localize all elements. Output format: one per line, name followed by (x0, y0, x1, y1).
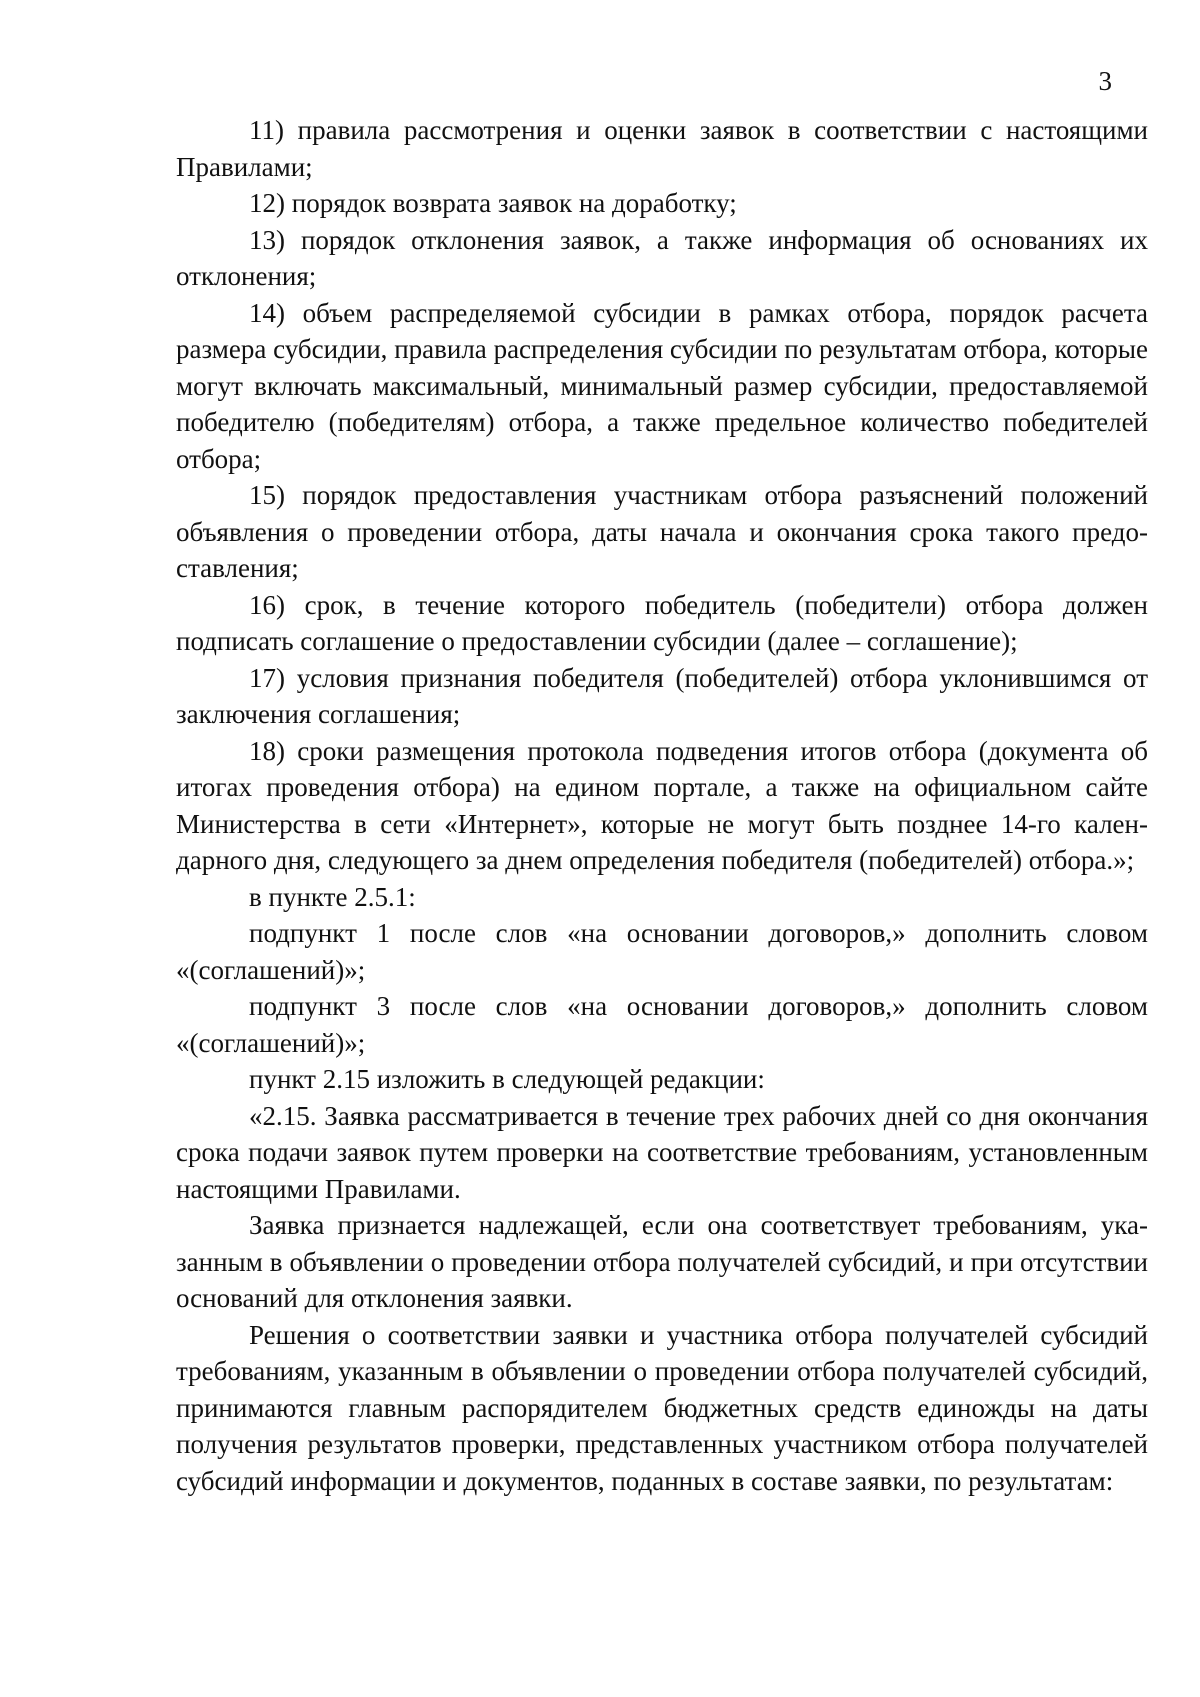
paragraph-subitem-3-amendment: подпункт 3 после слов «на основании договоров,» дополнить словом «(соглашений)»; (176, 991, 1148, 1058)
page-number: 3 (1098, 66, 1112, 96)
paragraph-item-15: 15) порядок предоставления участникам отбора разъяснений положений объявления о проведении отбора, даты начала и окончания срока такого предоставления; (176, 480, 1148, 583)
paragraph-item-14: 14) объем распределяемой субсидии в рамках отбора, порядок расчета размера субсидии, правила распределения субсидии по результатам отбора, которые могут включать максимальный, минимальный размер субсидии, предоставляемой победителю (победителям) отбора, а также предельное количество победителей отбора; (176, 297, 1148, 474)
paragraph-item-18: 18) сроки размещения протокола подведения итогов отбора (документа об итогах проведения отбора) на едином портале, а также на официальном сайте Министерства в сети «Интернет», которые не могут быть позднее 14-го календарного дня, следующего за днем определения победителя (победителей) отбора.»; (176, 735, 1148, 875)
paragraph-section-2-15-text: «2.15. Заявка рассматривается в течение трех рабочих дней со дня окончания срока подачи заявок путем проверки на соответствие требованиям, установленным настоящими Правилами. (176, 1100, 1148, 1204)
document-body (176, 112, 1148, 1499)
paragraph-section-2-15-intro: пункт 2.15 изложить в следующей редакции: (249, 1064, 765, 1094)
paragraph-decisions: Решения о соответствии заявки и участника отбора получателей субсидий требованиям, указанным в объявлении о проведении отбора получателей субсидий, принимаются главным распорядителем бюджетных средств единожды на даты получения результатов проверки, представленных участником отбора получателей субсидий информации и документов, поданных в составе заявки, по результатам: (176, 1319, 1148, 1496)
paragraph-subitem-1-amendment: подпункт 1 после слов «на основании договоров,» дополнить словом «(соглашений)»; (176, 918, 1148, 985)
paragraph-item-17: 17) условия признания победителя (победителей) отбора уклонившимся от заключения соглашения; (176, 662, 1148, 729)
paragraph-item-12: 12) порядок возврата заявок на доработку; (249, 188, 737, 218)
paragraph-section-2-5-1: в пункте 2.5.1: (249, 881, 416, 912)
paragraph-application-proper: Заявка признается надлежащей, если она соответствует требованиям, указанным в объявлении о проведении отбора получателей субсидий, и при отсутствии оснований для отклонения заявки. (176, 1210, 1148, 1313)
paragraph-item-13: 13) порядок отклонения заявок, а также информация об основаниях их отклонения; (176, 224, 1148, 291)
paragraph-item-11: 11) правила рассмотрения и оценки заявок в соответствии с настоящими Правилами; (176, 115, 1148, 182)
paragraph-item-16: 16) срок, в течение которого победитель (победители) отбора должен подписать соглашение о предоставлении субсидии (далее – соглашение); (176, 589, 1148, 656)
